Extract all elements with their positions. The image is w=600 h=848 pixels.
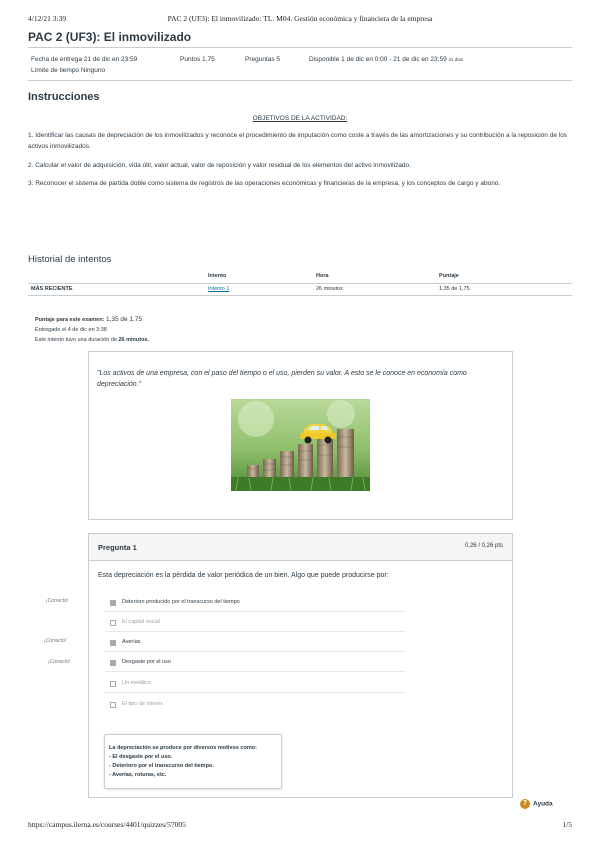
objective-3: 3. Reconocer el sistema de partida doble como sistema de registros de las operaciones económicas y financieras de la empresa, y los conceptos de cargo y abono. xyxy=(28,180,501,187)
quiz-time-limit: Límite de tiempo Ninguno xyxy=(31,67,106,74)
checkbox-unchecked[interactable] xyxy=(110,620,116,626)
print-url: https://campus.ilerna.es/courses/4401/quizzes/57005 xyxy=(28,820,186,829)
answer-feedback xyxy=(104,734,282,789)
feedback-line: - Averías, roturas, etc. xyxy=(109,772,167,778)
checkbox-unchecked[interactable] xyxy=(110,702,116,708)
question-title: Pregunta 1 xyxy=(98,543,137,552)
answer-label: Deterioro producido por el transcurso del tiempo xyxy=(122,599,240,605)
history-divider xyxy=(28,283,572,284)
answer-option-3[interactable] xyxy=(105,634,405,652)
help-circle-icon: ? xyxy=(520,799,530,809)
score-line: Puntaje para este examen: 1,35 de 1,75 xyxy=(35,316,143,323)
row-label-latest: MÁS RECIENTE xyxy=(31,286,73,292)
quiz-due: Fecha de entrega 21 de dic en 23:59 xyxy=(31,56,138,63)
question-points: 0,26 / 0,26 pts xyxy=(464,543,503,549)
history-bottom-divider xyxy=(28,295,572,296)
answer-option-4[interactable] xyxy=(105,654,405,672)
objective-1: 1. Identificar las causas de depreciación de los inmovilizados y reconoce el procedimiento de imputación como coste a través de las amortizaciones y su contribución a la reposición de los activos inmovilizados. xyxy=(28,132,568,150)
duration-line: Este intento tuvo una duración de 26 minutos. xyxy=(35,337,150,343)
print-header xyxy=(28,14,572,26)
correct-tag: ¡Correcto! xyxy=(46,598,69,604)
checkbox-checked[interactable] xyxy=(110,640,116,646)
answer-option-5[interactable] xyxy=(105,675,405,693)
feedback-line: - Deterioro por el transcurso del tiempo. xyxy=(109,763,214,769)
result-summary xyxy=(35,315,149,345)
feedback-line: - El desgaste por el uso. xyxy=(109,754,173,760)
help-button[interactable] xyxy=(520,799,553,809)
meta-divider xyxy=(28,80,572,81)
attempt-score: 1,35 de 1,75 xyxy=(439,286,470,292)
quiz-questions: Preguntas 5 xyxy=(245,56,281,63)
quiz-available: Disponible 1 de dic en 0:00 - 21 de dic en 23:59 21 días xyxy=(309,56,464,63)
question-text: Esta depreciación es la pérdida de valor periódica de un bien. Algo que puede producirse por: xyxy=(98,572,389,579)
objective-2: 2. Calcular el valor de adquisición, vida útil, valor actual, valor de reposición y valor residual de los elementos del activo inmovilizado. xyxy=(28,162,411,169)
col-header-attempt: Intento xyxy=(208,273,227,279)
history-heading: Historial de intentos xyxy=(28,254,112,265)
help-label: Ayuda xyxy=(533,800,553,808)
correct-tag: ¡Correcto! xyxy=(48,659,71,665)
title-divider xyxy=(28,47,572,48)
checkbox-checked[interactable] xyxy=(110,600,116,606)
correct-tag: ¡Correcto! xyxy=(44,638,67,644)
instructions-heading: Instrucciones xyxy=(28,91,100,103)
print-doc-title: PAC 2 (UF3): El inmovilizado: TL. M04. Gestión económica y financiera de la empresa xyxy=(167,14,433,23)
col-header-time: Hora xyxy=(316,273,329,279)
submitted-line: Entregado el 4 de dic en 3:38 xyxy=(35,327,107,333)
page-title: PAC 2 (UF3): El inmovilizado xyxy=(28,30,192,44)
question-header xyxy=(89,534,512,561)
feedback-intro: La depreciación se produce por diversos motivos como: xyxy=(109,745,257,751)
answer-label: Un metálico xyxy=(122,680,152,686)
history-table xyxy=(28,270,572,296)
quiz-points: Puntos 1,75 xyxy=(180,56,215,63)
answer-label: El capital social xyxy=(122,619,160,625)
answer-label: Desgaste por el uso xyxy=(122,659,171,665)
print-timestamp: 4/12/21 3:39 xyxy=(28,14,67,23)
print-page-number: 1/5 xyxy=(562,820,572,829)
print-footer xyxy=(28,820,572,832)
attempt-link[interactable]: Intento 1 xyxy=(208,286,230,292)
answer-label: Averías xyxy=(122,639,141,645)
objectives-title: OBJETIVOS DE LA ACTIVIDAD: xyxy=(252,115,348,122)
checkbox-checked[interactable] xyxy=(110,660,116,666)
answer-label: El tipo de interés xyxy=(122,701,163,707)
intro-box xyxy=(88,351,513,520)
coins-car-image xyxy=(231,399,370,491)
intro-quote: "Los activos de una empresa, con el paso del tiempo o el uso, pierden su valor. A esto se le conoce en economía como depreciación." xyxy=(97,370,467,388)
col-header-score: Puntaje xyxy=(439,273,459,279)
attempt-time: 26 minutos xyxy=(316,286,343,292)
answer-option-2[interactable] xyxy=(105,614,405,632)
checkbox-unchecked[interactable] xyxy=(110,681,116,687)
answer-option-6[interactable] xyxy=(105,696,405,714)
answer-option-1[interactable] xyxy=(105,594,405,612)
